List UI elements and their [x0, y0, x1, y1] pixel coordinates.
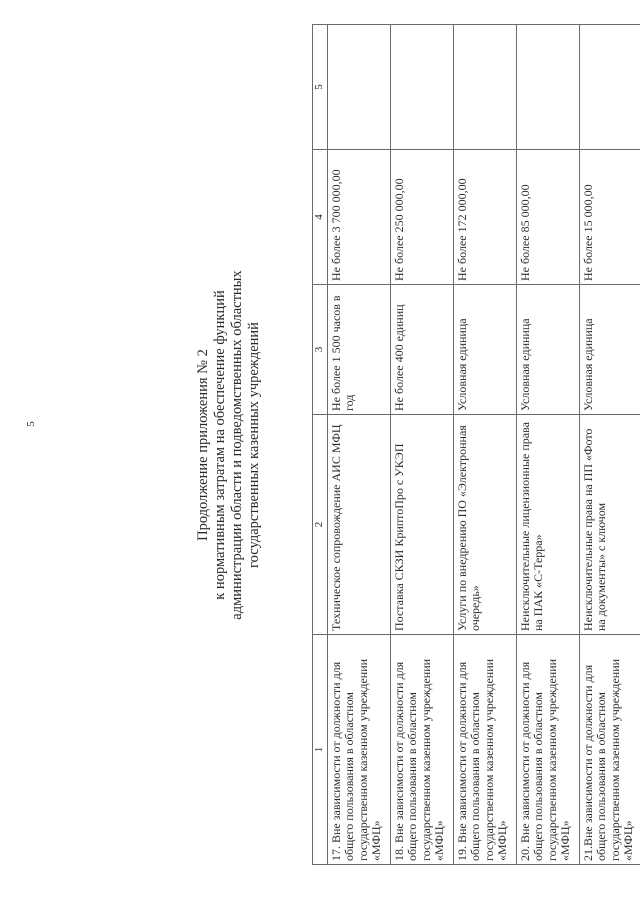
- rotated-page-content: [195, 25, 635, 865]
- position-cell: 20. Вне зависимости от должности для общего пользования в областном государственном казенном учреждении «МФЦ»: [516, 635, 579, 865]
- position-cell: 18. Вне зависимости от должности для общего пользования в областном государственном казенном учреждении «МФЦ»: [390, 635, 453, 865]
- extra-cell: [516, 25, 579, 150]
- column-header: 4: [313, 150, 328, 285]
- quantity-cell: Условная единица: [516, 285, 579, 415]
- column-header: 1: [313, 635, 328, 865]
- price-cell: Не более 85 000,00: [516, 150, 579, 285]
- column-header: 3: [313, 285, 328, 415]
- price-cell: Не более 15 000,00: [579, 150, 640, 285]
- item-cell: Услуги по внедрению ПО «Электронная очередь»: [453, 415, 516, 635]
- item-cell: Поставка СКЗИ КриптоПро с УКЭП: [390, 415, 453, 635]
- item-cell: Неисключительные лицензионные права на ПАК «С-Терра»: [516, 415, 579, 635]
- extra-cell: [390, 25, 453, 150]
- extra-cell: [579, 25, 640, 150]
- table-row: [516, 25, 579, 865]
- price-cell: Не более 250 000,00: [390, 150, 453, 285]
- quantity-cell: Не более 400 единиц: [390, 285, 453, 415]
- header-line-2: к нормативным затратам на обеспечение функций: [212, 290, 228, 600]
- position-cell: 17. Вне зависимости от должности для общего пользования в областном государственном казенном учреждении «МФЦ»: [327, 635, 390, 865]
- header-line-4: государственных казенных учреждений: [246, 322, 262, 568]
- quantity-cell: Условная единица: [453, 285, 516, 415]
- extra-cell: [327, 25, 390, 150]
- column-header: 5: [313, 25, 328, 150]
- quantity-cell: Не более 1 500 часов в год: [327, 285, 390, 415]
- price-cell: Не более 3 700 000,00: [327, 150, 390, 285]
- price-cell: Не более 172 000,00: [453, 150, 516, 285]
- quantity-cell: Условная единица: [579, 285, 640, 415]
- item-cell: Неисключительные права на ПП «Фото на документы» с ключом: [579, 415, 640, 635]
- position-cell: 19. Вне зависимости от должности для общего пользования в областном государственном казенном учреждении «МФЦ»: [453, 635, 516, 865]
- header-line-3: администрации области и подведомственных областных: [229, 270, 245, 620]
- table-row: [327, 25, 390, 865]
- position-cell: 21.Вне зависимости от должности для общего пользования в областном государственном казенном учреждении «МФЦ»: [579, 635, 640, 865]
- extra-cell: [453, 25, 516, 150]
- table-row: [453, 25, 516, 865]
- table-header-row: [313, 25, 328, 865]
- costs-table: [312, 24, 640, 865]
- header-line-1: Продолжение приложения № 2: [195, 349, 211, 541]
- document-header: [195, 25, 305, 865]
- table-row: [390, 25, 453, 865]
- table-row: [579, 25, 640, 865]
- column-header: 2: [313, 415, 328, 635]
- item-cell: Техническое сопровождение АИС МФЦ: [327, 415, 390, 635]
- page-number: 5: [24, 421, 37, 427]
